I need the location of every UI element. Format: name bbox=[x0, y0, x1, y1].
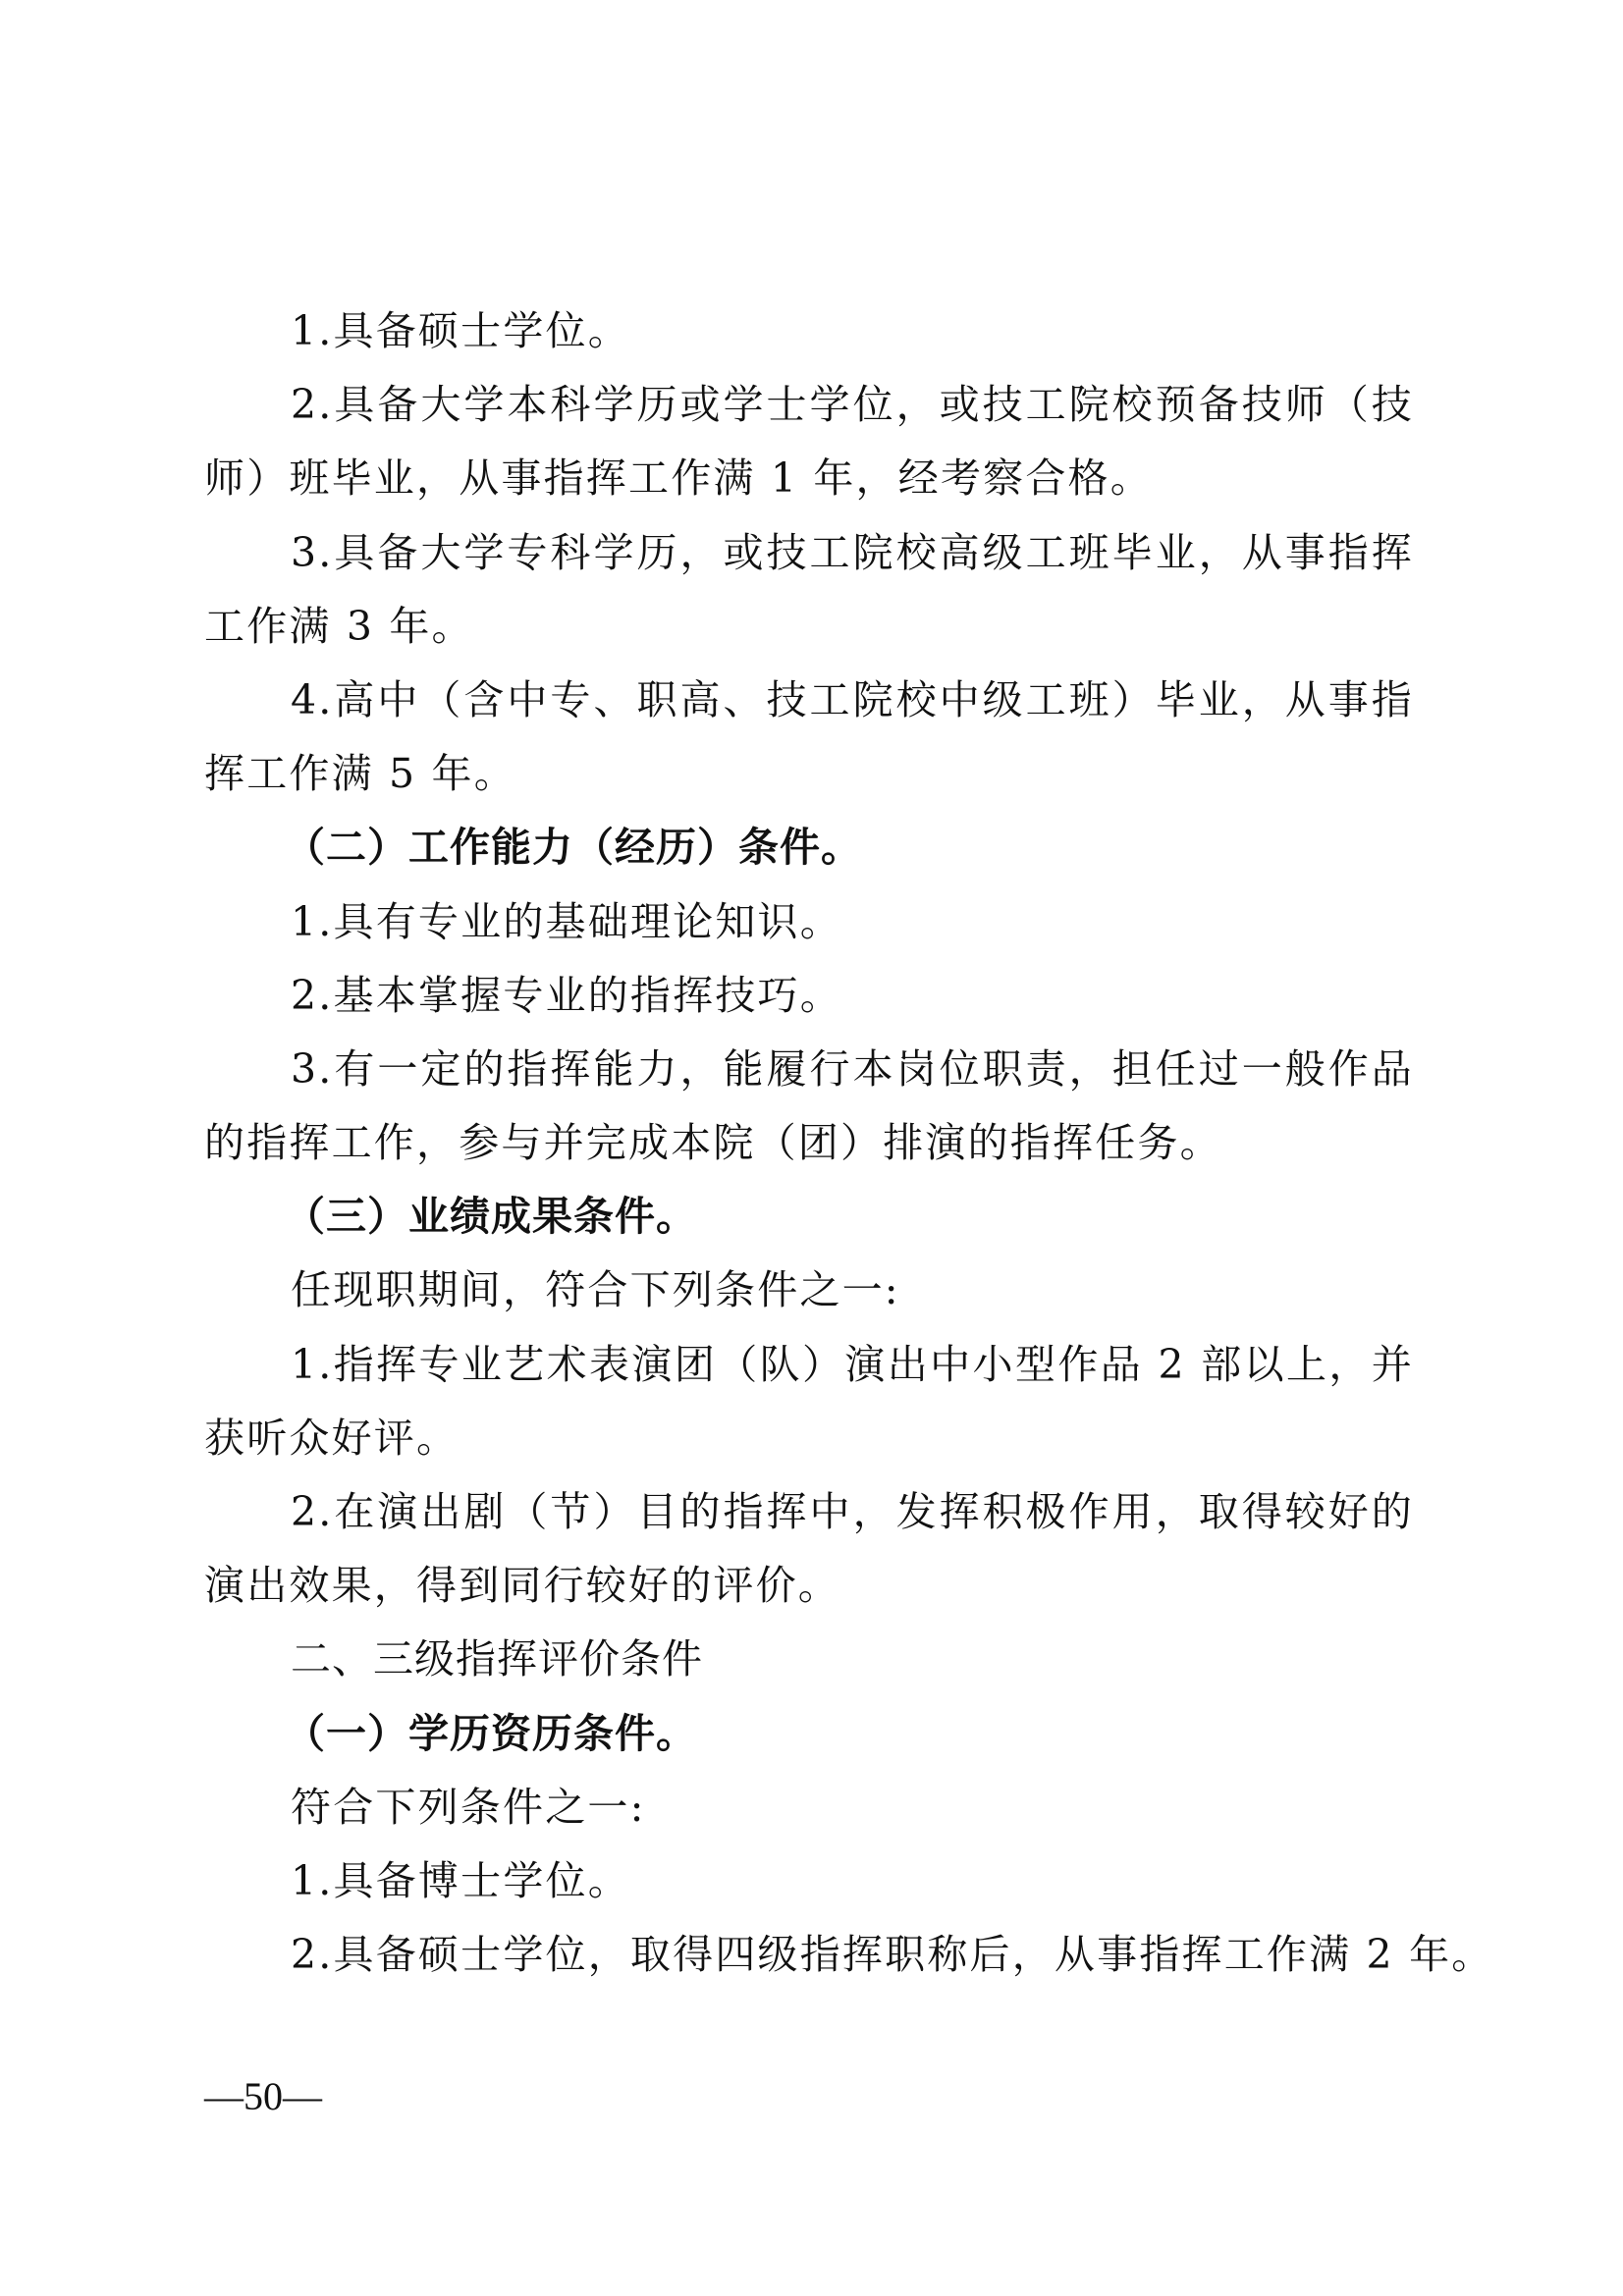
heading-text: （三）业绩成果条件。 bbox=[285, 1193, 697, 1241]
list-item-high-school-cont bbox=[204, 737, 1414, 811]
list-item-positive-role-cont bbox=[204, 1549, 1414, 1623]
heading-text: （一）学历资历条件。 bbox=[285, 1709, 697, 1757]
intro-text-one-of bbox=[204, 1254, 1414, 1327]
list-item-master-degree bbox=[204, 294, 1414, 368]
line-text: 3.有一定的指挥能力，能履行本岗位职责，担任过一般作品 bbox=[291, 1044, 1414, 1093]
list-item-conducting-ability bbox=[204, 1033, 1414, 1106]
line-text: 的指挥工作，参与并完成本院（团）排演的指挥任务。 bbox=[204, 1119, 1222, 1167]
line-text: 1.具备博士学位。 bbox=[291, 1856, 630, 1904]
line-text: 2.具备大学本科学历或学士学位，或技工院校预备技师（技 bbox=[291, 381, 1414, 429]
list-item-high-school bbox=[204, 664, 1414, 737]
list-item-positive-role bbox=[204, 1475, 1414, 1549]
line-text: 任现职期间，符合下列条件之一: bbox=[291, 1266, 900, 1314]
list-item-bachelor-degree bbox=[204, 368, 1414, 442]
section-heading-level3 bbox=[204, 1623, 1414, 1696]
line-text: 挥工作满 5 年。 bbox=[204, 750, 516, 798]
list-item-master-plus-years bbox=[204, 1918, 1494, 1992]
line-text: 工作满 3 年。 bbox=[204, 602, 474, 650]
list-item-performances-cont bbox=[204, 1402, 1414, 1475]
heading-text: 二、三级指挥评价条件 bbox=[291, 1635, 703, 1683]
line-text: 符合下列条件之一: bbox=[291, 1783, 646, 1831]
line-text: 演出效果，得到同行较好的评价。 bbox=[204, 1562, 840, 1610]
line-text: 1.具备硕士学位。 bbox=[291, 307, 630, 354]
sub-heading-performance bbox=[204, 1180, 1414, 1254]
list-item-college-diploma-cont bbox=[204, 590, 1414, 664]
sub-heading-work-ability bbox=[204, 811, 1414, 884]
intro-text-one-of-2 bbox=[204, 1771, 1414, 1844]
list-item-doctorate bbox=[204, 1844, 1414, 1918]
heading-text: （二）工作能力（经历）条件。 bbox=[285, 824, 862, 872]
page-number: —50— bbox=[204, 2074, 322, 2118]
line-text: 获听众好评。 bbox=[204, 1414, 460, 1462]
list-item-bachelor-degree-cont bbox=[204, 442, 1414, 515]
sub-heading-education bbox=[204, 1697, 1414, 1771]
line-text: 1.具有专业的基础理论知识。 bbox=[291, 897, 842, 945]
list-item-basic-theory bbox=[204, 885, 1414, 959]
line-text: 3.具备大学专科学历，或技工院校高级工班毕业，从事指挥 bbox=[291, 528, 1414, 576]
list-item-conducting-ability-cont bbox=[204, 1106, 1414, 1180]
document-page bbox=[204, 294, 1494, 1992]
line-text: 2.基本掌握专业的指挥技巧。 bbox=[291, 971, 842, 1019]
line-text: 4.高中（含中专、职高、技工院校中级工班）毕业，从事指 bbox=[291, 675, 1414, 723]
line-text: 2.在演出剧（节）目的指挥中，发挥积极作用，取得较好的 bbox=[291, 1488, 1414, 1535]
list-item-conducting-skills bbox=[204, 959, 1414, 1033]
line-text: 2.具备硕士学位，取得四级指挥职称后，从事指挥工作满 2 年。 bbox=[291, 1931, 1494, 1979]
line-text: 1.指挥专业艺术表演团（队）演出中小型作品 2 部以上，并 bbox=[291, 1340, 1414, 1388]
list-item-college-diploma bbox=[204, 516, 1414, 590]
list-item-performances bbox=[204, 1328, 1414, 1402]
line-text: 师）班毕业，从事指挥工作满 1 年，经考察合格。 bbox=[204, 454, 1153, 503]
